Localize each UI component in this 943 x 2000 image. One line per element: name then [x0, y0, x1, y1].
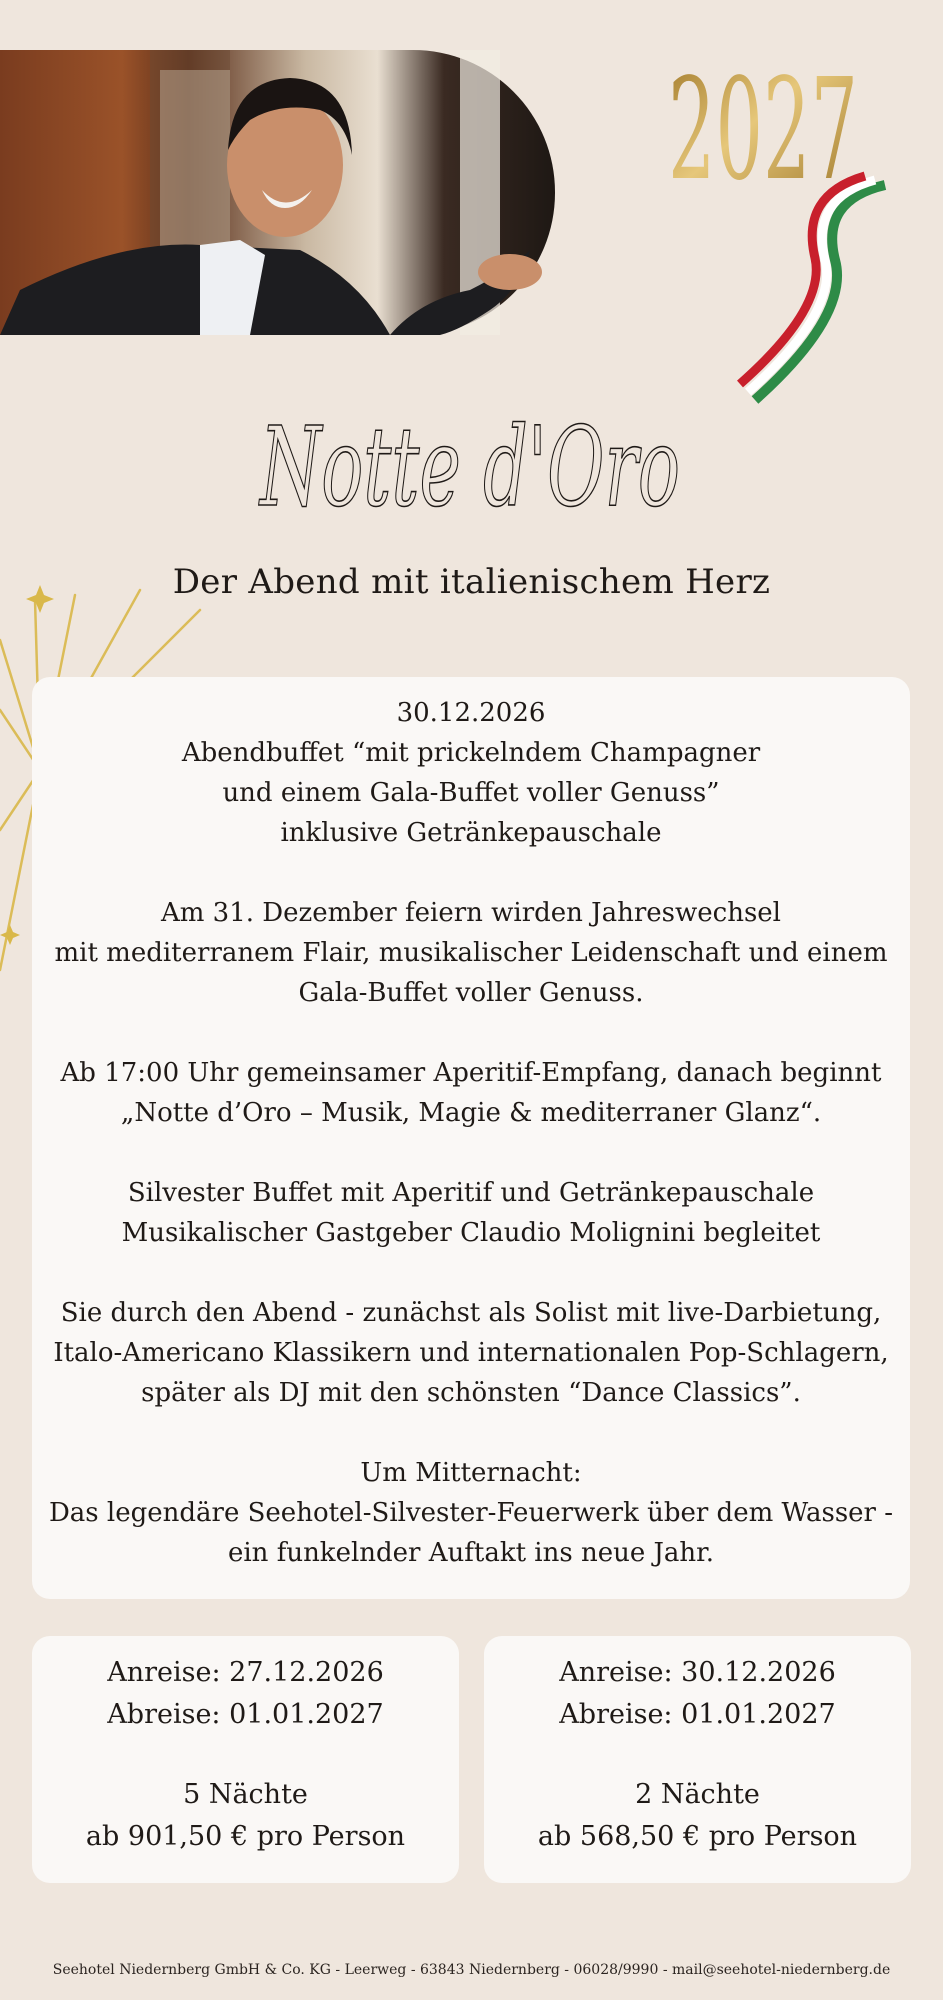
paragraph-line: Um Mitternacht:	[360, 1458, 582, 1488]
package-price: ab 901,50 € pro Person	[85, 1821, 406, 1852]
paragraph-line: Am 31. Dezember feiern wirden Jahreswechsel	[160, 898, 781, 928]
buffet-line: inklusive Getränkepauschale	[280, 818, 662, 848]
script-title	[250, 385, 690, 560]
paragraph-line: später als DJ mit den schönsten “Dance Classics”.	[141, 1378, 801, 1408]
paragraph-line: Sie durch den Abend - zunächst als Solist mit live-Darbietung,	[60, 1298, 882, 1328]
paragraph-line: Gala-Buffet voller Genuss.	[298, 978, 644, 1008]
paragraph-line: Italo-Americano Klassikern und internationalen Pop-Schlagern,	[53, 1338, 889, 1368]
singer-illustration	[0, 50, 555, 335]
package-card-5-nights	[32, 1636, 459, 1883]
hero-photo	[0, 50, 555, 335]
buffet-line: Abendbuffet “mit prickelndem Champagner	[181, 738, 761, 768]
paragraph-line: Musikalischer Gastgeber Claudio Molignini begleitet	[121, 1218, 821, 1248]
subtitle: Der Abend mit italienischem Herz	[172, 562, 771, 602]
paragraph-line: mit mediterranem Flair, musikalischer Leidenschaft und einem	[54, 938, 888, 968]
event-details-card	[32, 677, 910, 1599]
departure-date: Abreise: 01.01.2027	[559, 1699, 836, 1730]
package-card-2-nights	[484, 1636, 911, 1883]
title-text: Notte d'Oro	[258, 403, 680, 531]
paragraph-line: Ab 17:00 Uhr gemeinsamer Aperitif-Empfang, danach beginnt	[60, 1058, 882, 1088]
event-date: 30.12.2026	[396, 698, 546, 728]
arrival-date: Anreise: 30.12.2026	[559, 1657, 836, 1688]
year-ornament	[660, 50, 900, 410]
arrival-date: Anreise: 27.12.2026	[107, 1657, 384, 1688]
paragraph-line: Das legendäre Seehotel-Silvester-Feuerwerk über dem Wasser -	[48, 1498, 894, 1528]
year-digits-top: 2027	[668, 49, 858, 212]
nights-count: 2 Nächte	[635, 1779, 760, 1810]
package-price: ab 568,50 € pro Person	[537, 1821, 858, 1852]
buffet-line: und einem Gala-Buffet voller Genuss”	[222, 778, 720, 808]
departure-date: Abreise: 01.01.2027	[107, 1699, 384, 1730]
footer-contact: Seehotel Niedernberg GmbH & Co. KG - Leerweg - 63843 Niedernberg - 06028/9990 - mail@seehotel-niedernberg.de	[52, 1962, 891, 1978]
nights-count: 5 Nächte	[183, 1779, 308, 1810]
paragraph-line: ein funkelnder Auftakt ins neue Jahr.	[227, 1538, 714, 1568]
paragraph-line: Silvester Buffet mit Aperitif und Getränkepauschale	[127, 1178, 815, 1208]
paragraph-line: „Notte d’Oro – Musik, Magie & mediterraner Glanz“.	[120, 1098, 822, 1128]
